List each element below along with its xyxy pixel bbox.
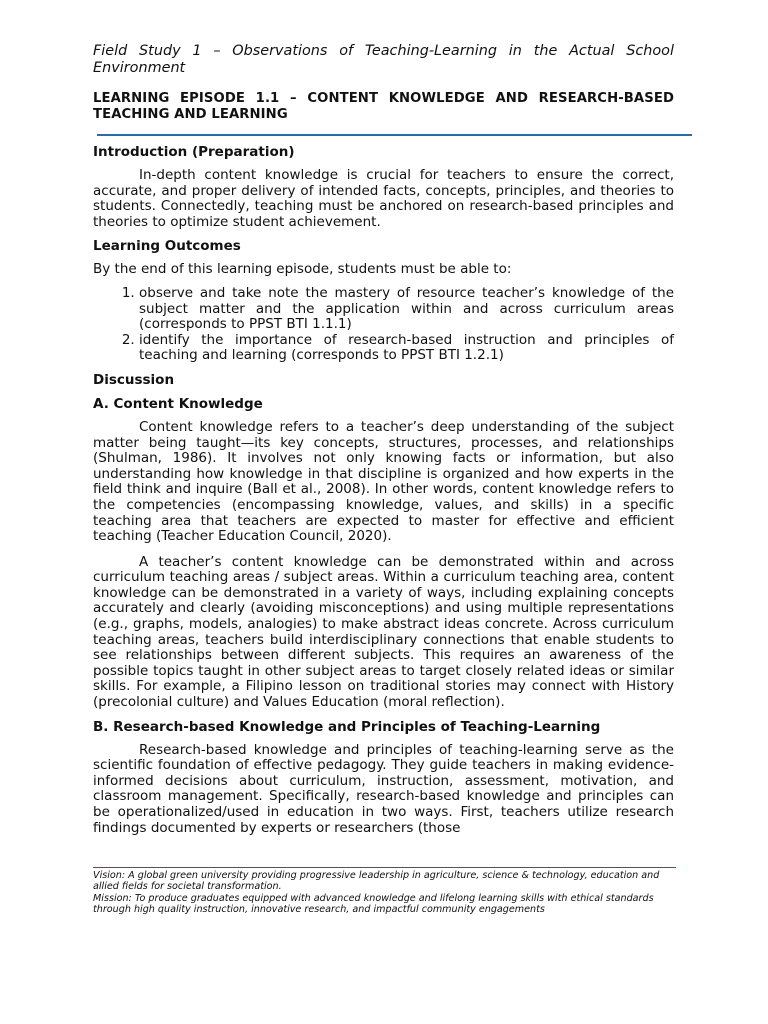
outcome-item: 1. observe and take note the mastery of resource teacher’s knowledge of the subject matter and the application within and across curriculum areas (corresponds to PPST BTI 1.1.1) [139,286,674,333]
page-header [93,43,674,123]
intro-paragraph: In-depth content knowledge is crucial for teachers to ensure the correct, accurate, and proper delivery of intended facts, concepts, principles, and theories to students. Connectedly, teaching must be anchored on research-based principles and theories to optimize student achievement. [93,167,674,230]
vision-statement: Vision: A global green university providing progressive leadership in agriculture, science & technology, education and allied fields for societal transformation. [93,870,660,893]
document-body [93,144,674,836]
mission-statement: Mission: To produce graduates equipped with advanced knowledge and lifelong learning skills with ethical standards through high quality instruction, innovative research, and impactful community engagements [93,892,654,915]
page-footer [93,867,676,915]
course-title: Field Study 1 – Observations of Teaching-Learning in the Actual School Environment [93,43,674,76]
outcomes-lead: By the end of this learning episode, students must be able to: [93,261,512,278]
episode-title: LEARNING EPISODE 1.1 – CONTENT KNOWLEDGE AND RESEARCH-BASED TEACHING AND LEARNING [93,91,674,122]
outcome-item: 2. identify the importance of research-based instruction and principles of teaching and learning (corresponds to PPST BTI 1.2.1) [139,333,674,364]
intro-heading: Introduction (Preparation) [93,144,295,160]
header-divider [97,134,692,136]
outcomes-heading: Learning Outcomes [93,238,241,255]
section-a-paragraph-1: Content knowledge refers to a teacher’s deep understanding of the subject matter being taught—its key concepts, structures, processes, and relationships (Shulman, 1986). It involves not only knowing facts or information, but also understanding how knowledge in that discipline is organized and how experts in the field think and inquire (Ball et al., 2008). In other words, content knowledge refers to the competencies (encompassing knowledge, values, and skills) in a specific teaching area that teachers are expected to master for effective and efficient teaching (Teacher Education Council, 2020). [93,418,674,545]
section-b-paragraph-1: Research-based knowledge and principles of teaching-learning serve as the scientific foundation of effective pedagogy. They guide teachers in making evidence-informed decisions about curriculum, instruction, assessment, motivation, and classroom management. Specifically, research-based knowledge and principles can be operationalized/used in education in two ways. First, teachers utilize research findings documented by experts or researchers (those [93,741,674,836]
section-b-heading: B. Research-based Knowledge and Principles of Teaching-Learning [93,718,601,735]
outcomes-list [93,286,674,364]
section-a-heading: A. Content Knowledge [93,395,263,412]
section-a-paragraph-2: A teacher’s content knowledge can be demonstrated within and across curriculum teaching areas / subject areas. Within a curriculum teaching area, content knowledge can be demonstrated in a variety of ways, including explaining concepts accurately and clearly (avoiding misconceptions) and using multiple representations (e.g., graphs, models, analogies) to make abstract ideas concrete. Across curriculum teaching areas, teachers build interdisciplinary connections that enable students to see relationships between different subjects. This requires an awareness of the possible topics taught in other subject areas to target closely related ideas or similar skills. For example, a Filipino lesson on traditional stories may connect with History (precolonial culture) and Values Education (moral reflection). [93,553,674,711]
discussion-heading: Discussion [93,371,175,388]
